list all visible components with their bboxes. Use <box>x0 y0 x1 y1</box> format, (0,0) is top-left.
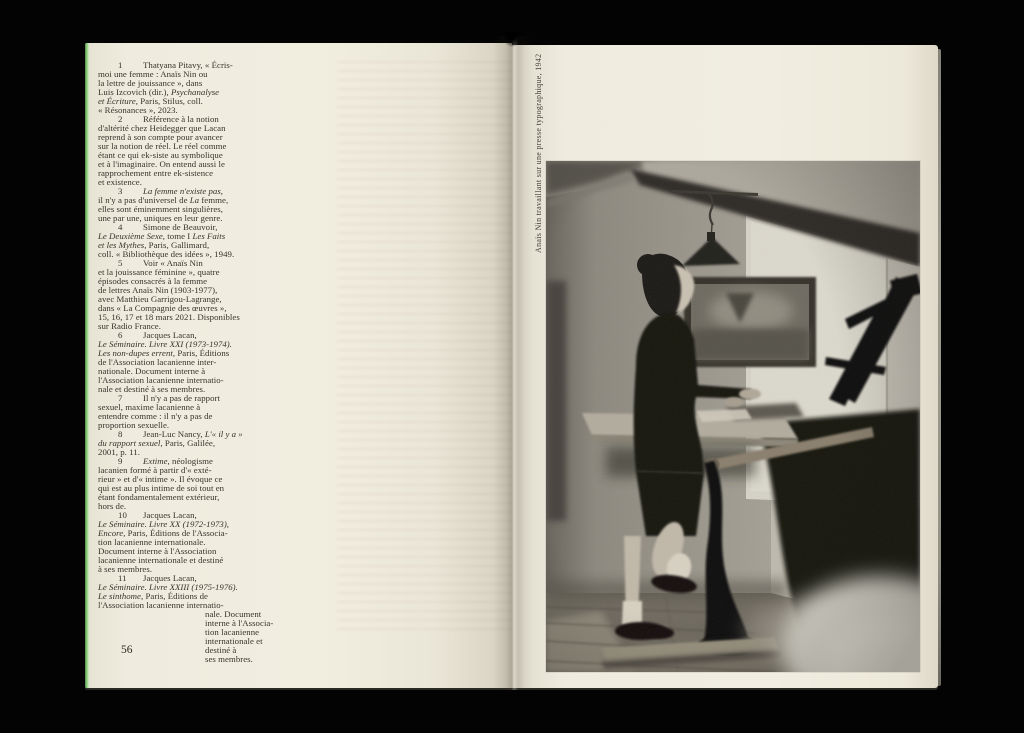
footnote-line: coll. « Bibliothèque des idées », 1949. <box>98 249 235 259</box>
footnote-line: sur la notion de réel. Le réel comme <box>98 141 227 151</box>
footnote-line: à ses membres. <box>98 564 153 574</box>
footnote-line: et à l'imaginaire. On entend aussi le <box>98 159 225 169</box>
footnote-line: d'altérité chez Heidegger que Lacan <box>98 123 226 133</box>
footnote-line: 7 Il n'y a pas de rapport <box>118 393 221 403</box>
footnote-line: 6 Jacques Lacan, <box>118 330 197 340</box>
footnote-line: 9 Extime, néologisme <box>118 456 213 466</box>
page-number: 56 <box>121 644 133 656</box>
footnote-line: 5 Voir « Anaïs Nin <box>118 258 203 268</box>
footnote-line: Le Deuxième Sexe, tome I Les Faits <box>98 231 226 241</box>
footnote-number: 6 <box>118 330 123 340</box>
footnote-line: internationale et <box>205 636 263 646</box>
footnote-line: 10 Jacques Lacan, <box>118 510 197 520</box>
footnote-line: lacanien formé à partir d'« exté- <box>98 465 212 475</box>
footnote-line: qui est au plus intime de soi tout en <box>98 483 225 493</box>
footnote-line: 11 Jacques Lacan, <box>118 573 197 583</box>
footnote-line: et existence. <box>98 177 142 187</box>
show-through-texture <box>337 61 527 636</box>
footnote-line: nale. Document <box>205 609 262 619</box>
footnote-line: Document interne à l'Association <box>98 546 217 556</box>
photo <box>546 161 920 672</box>
footnote-line: 2 Référence à la notion <box>118 114 219 124</box>
footnote-line: 2001, p. 11. <box>98 447 140 457</box>
left-page <box>85 43 512 688</box>
footnote-number: 10 <box>118 510 127 520</box>
footnote-number: 1 <box>118 60 123 70</box>
footnote-line: 4 Simone de Beauvoir, <box>118 222 218 232</box>
green-fore-edge <box>85 43 89 688</box>
footnote-number: 4 <box>118 222 123 232</box>
footnote-number: 2 <box>118 114 123 124</box>
footnote-line: « Résonances », 2023. <box>98 105 178 115</box>
footnote-line: et la jouissance féminine », quatre <box>98 267 220 277</box>
footnote-line: Le Séminaire. Livre XX (1972-1973), <box>98 519 229 529</box>
photo-caption: Anaïs Nin travaillant sur une presse typographique, 1942 <box>534 53 543 253</box>
footnote-line: sur Radio France. <box>98 321 161 331</box>
footnote-line: elles sont éminemment singulières, <box>98 204 223 214</box>
footnote-line: entendre comme : il n'y a pas de <box>98 411 213 421</box>
footnote-line: tion lacanienne internationale. <box>98 537 206 547</box>
footnote-list <box>98 61 333 664</box>
footnote-line: de l'Association lacanienne inter- <box>98 357 217 367</box>
footnote-number: 5 <box>118 258 123 268</box>
footnote-line: Le Séminaire. Livre XXI (1973-1974). <box>98 339 232 349</box>
footnote-line: 3 La femme n'existe pas, <box>118 186 224 196</box>
footnote-line: dans « La Compagnie des œuvres », <box>98 303 227 313</box>
footnote-line: Encore, Paris, Éditions de l'Associa- <box>98 528 228 538</box>
footnote-line: Le Séminaire. Livre XXIII (1975-1976). <box>98 582 238 592</box>
footnote-number: 11 <box>118 573 127 583</box>
footnote-line: nationale. Document interne à <box>98 366 206 376</box>
footnote-line: l'Association lacanienne internatio- <box>98 600 224 610</box>
footnote-line: destiné à <box>205 645 237 655</box>
footnote-line: hors de. <box>98 501 127 511</box>
footnote-line: reprend à son compte pour avancer <box>98 132 223 142</box>
spine-top-notch <box>502 32 522 47</box>
footnote-line: rieur » et d'« intime ». Il évoque ce <box>98 474 223 484</box>
footnote-line: de lettres Anaïs Nin (1903-1977), <box>98 285 218 295</box>
footnote-line: la lettre de jouissance », dans <box>98 78 203 88</box>
footnote-number: 9 <box>118 456 123 466</box>
footnote-number: 8 <box>118 429 123 439</box>
footnote-line: épisodes consacrés à la femme <box>98 276 208 286</box>
footnote-line: Les non-dupes errent, Paris, Éditions <box>98 348 230 358</box>
footnote-line: du rapport sexuel, Paris, Galilée, <box>98 438 216 448</box>
footnote-line: 1 Thatyana Pitavy, « Écris- <box>118 60 233 70</box>
footnote-line: et Écriture, Paris, Stilus, coll. <box>98 96 203 106</box>
footnote-line: moi une femme : Anaïs Nin ou <box>98 69 208 79</box>
footnote-line: avec Matthieu Garrigou-Lagrange, <box>98 294 222 304</box>
footnote-line: Le sinthome, Paris, Éditions de <box>98 591 209 601</box>
footnote-line: lacanienne internationale et destiné <box>98 555 224 565</box>
footnote-line: proportion sexuelle. <box>98 420 170 430</box>
footnote-line: étant fondamentalement extérieur, <box>98 492 220 502</box>
footnote-line: Luis Izcovich (dir.), Psychanalyse <box>98 87 220 97</box>
footnote-line: rapprochement entre ek-sistence <box>98 168 214 178</box>
footnote-line: nale et destiné à ses membres. <box>98 384 206 394</box>
footnote-number: 3 <box>118 186 123 196</box>
footnote-line: étant ce qui ek-siste au symbolique <box>98 150 223 160</box>
footnote-line: il n'y a pas d'universel de La femme, <box>98 195 229 205</box>
footnote-line: et les Mythes, Paris, Gallimard, <box>98 240 210 250</box>
footnote-line: 8 Jean-Luc Nancy, L'« il y a » <box>118 429 243 439</box>
footnote-line: 15, 16, 17 et 18 mars 2021. Disponibles <box>98 312 240 322</box>
footnote-line: sexuel, maxime lacanienne à <box>98 402 201 412</box>
footnote-line: l'Association lacanienne internatio- <box>98 375 224 385</box>
footnote-line: tion lacanienne <box>205 627 260 637</box>
right-page <box>512 45 938 688</box>
footnote-number: 7 <box>118 393 123 403</box>
footnote-line: une par une, uniques en leur genre. <box>98 213 223 223</box>
photo-illustration <box>546 161 920 672</box>
footnote-line: interne à l'Associa- <box>205 618 274 628</box>
footnote-line: ses membres. <box>205 654 253 664</box>
